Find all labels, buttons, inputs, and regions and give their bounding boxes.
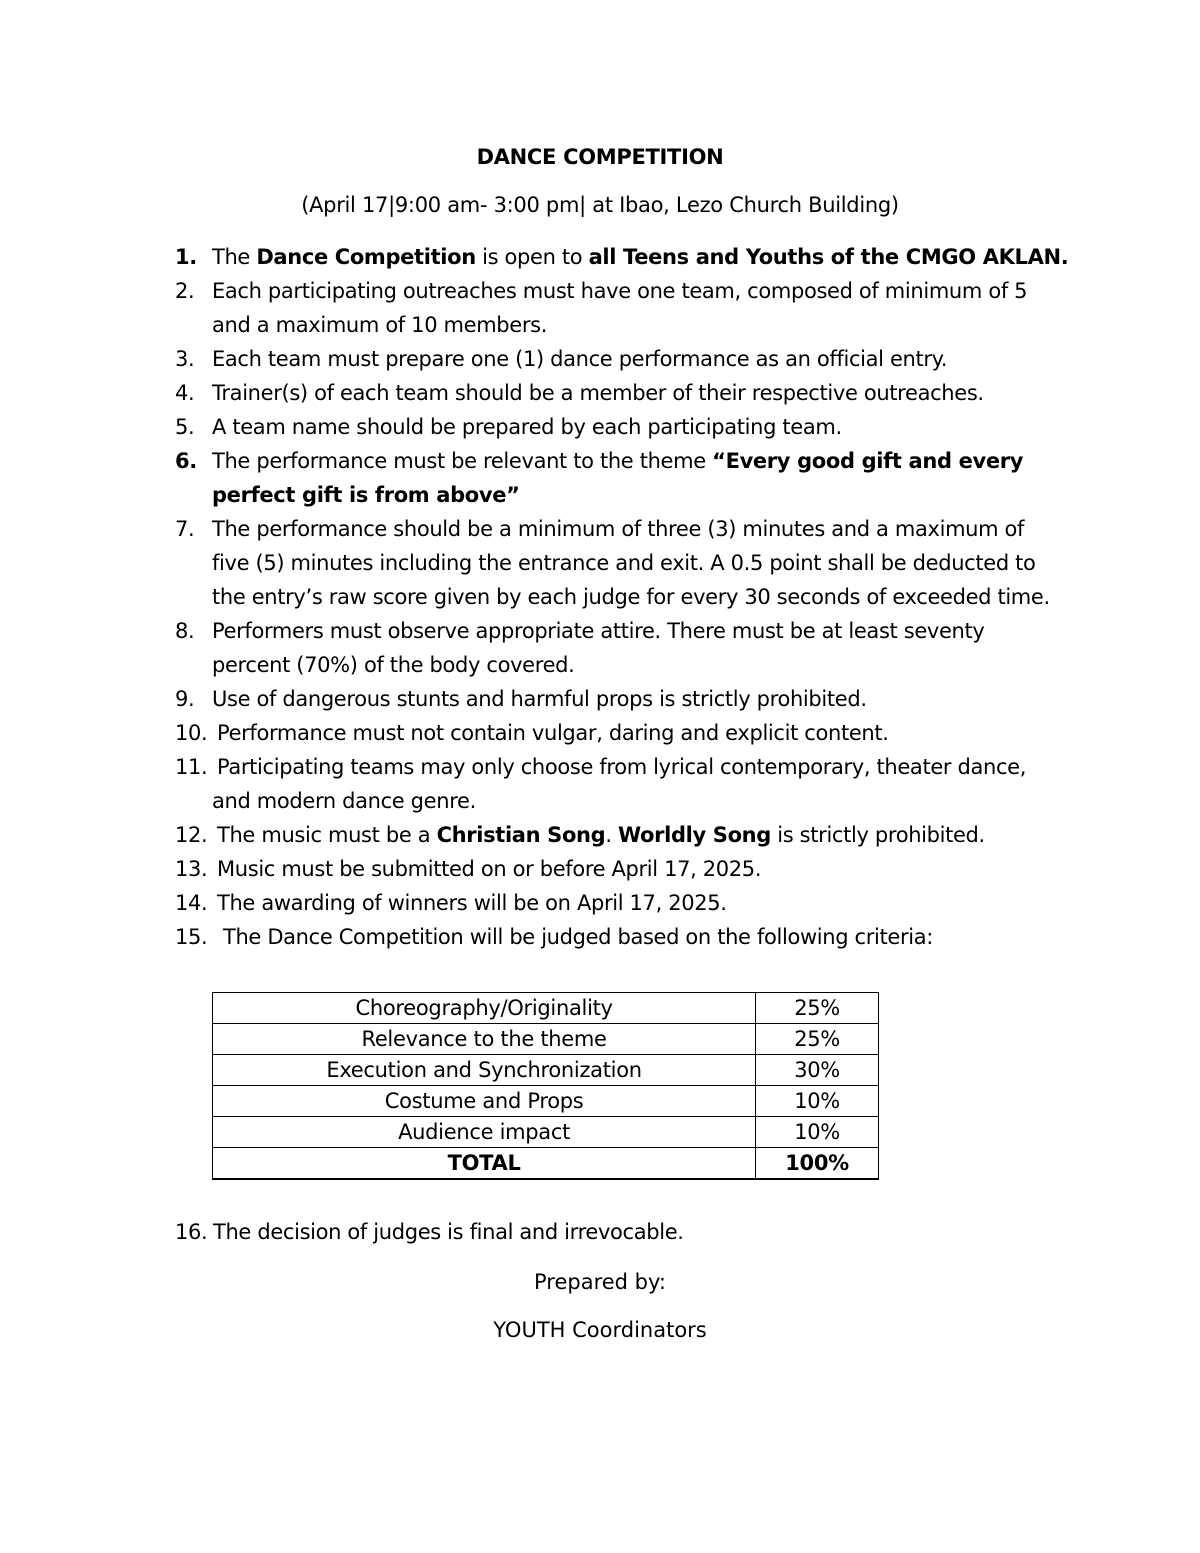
prepared-by-label: Prepared by: <box>534 1270 666 1294</box>
rule-text-part: is open to <box>475 245 589 269</box>
rule-item <box>0 376 1200 410</box>
rule-item <box>175 1220 684 1244</box>
rule-text <box>217 818 985 852</box>
criteria-table <box>212 992 879 1180</box>
rule-number: 3. <box>175 347 195 371</box>
rule-bold-part: “Every good gift and every <box>712 449 1024 473</box>
rule-text: Each team must prepare one (1) dance performance as an official entry. <box>212 347 948 371</box>
rule-text: Participating teams may only choose from lyrical contemporary, theater dance, <box>217 755 1027 779</box>
rule-item <box>0 342 1200 376</box>
criterion-percent: 10% <box>756 1086 879 1117</box>
preparer-name: YOUTH Coordinators <box>493 1318 707 1342</box>
rule-text-part: The performance must be relevant to the theme <box>212 449 713 473</box>
rules-list <box>0 240 1200 954</box>
total-percent: 100% <box>756 1148 879 1180</box>
rule-number: 2. <box>175 279 195 303</box>
rule-text-continued: and modern dance genre. <box>212 789 476 813</box>
rule-text-continued: five (5) minutes including the entrance and exit. A 0.5 point shall be deducted to <box>212 551 1036 575</box>
rule-item <box>0 920 1200 954</box>
total-label: TOTAL <box>213 1148 756 1180</box>
table-row <box>213 1117 879 1148</box>
rule-number: 6. <box>175 449 197 473</box>
rule-text-continued: perfect gift is from above” <box>212 483 520 507</box>
rule-item <box>0 512 1200 614</box>
rule-text <box>212 240 1068 274</box>
event-details: (April 17|9:00 am- 3:00 pm| at Ibao, Lezo Church Building) <box>301 193 899 217</box>
rule-text: Trainer(s) of each team should be a member of their respective outreaches. <box>212 381 984 405</box>
rule-bold-part: Worldly Song <box>617 823 771 847</box>
rule-text: Performance must not contain vulgar, daring and explicit content. <box>217 721 889 745</box>
criterion-name: Execution and Synchronization <box>213 1055 756 1086</box>
rule-text: The performance should be a minimum of three (3) minutes and a maximum of <box>212 517 1025 541</box>
rule-item <box>0 444 1200 512</box>
rule-text-part: . <box>605 823 618 847</box>
rule-number: 16. <box>175 1220 208 1244</box>
criterion-name: Audience impact <box>213 1117 756 1148</box>
rule-bold-part: Christian Song <box>436 823 606 847</box>
rule-number: 15. <box>175 925 208 949</box>
rule-text-continued: the entry’s raw score given by each judge for every 30 seconds of exceeded time. <box>212 585 1050 609</box>
rule-text: Use of dangerous stunts and harmful props is strictly prohibited. <box>212 687 867 711</box>
rule-text: The awarding of winners will be on April 17, 2025. <box>217 891 727 915</box>
rule-number: 12. <box>175 823 208 847</box>
rule-item <box>0 716 1200 750</box>
rule-text-part: The <box>212 245 257 269</box>
rule-item <box>0 614 1200 682</box>
criterion-percent: 25% <box>756 1024 879 1055</box>
rule-bold-part: all Teens and Youths of the CMGO AKLAN. <box>588 245 1069 269</box>
rule-number: 10. <box>175 721 208 745</box>
rule-item <box>0 852 1200 886</box>
total-row <box>213 1148 879 1180</box>
criterion-percent: 10% <box>756 1117 879 1148</box>
rule-number: 1. <box>175 245 197 269</box>
rule-text <box>212 444 1023 478</box>
rule-text-part: is strictly prohibited. <box>770 823 985 847</box>
rule-text-part: The music must be a <box>217 823 437 847</box>
rule-number: 9. <box>175 687 195 711</box>
document-title: DANCE COMPETITION <box>476 145 724 169</box>
rule-item <box>0 750 1200 818</box>
rule-text: The decision of judges is final and irrevocable. <box>213 1220 684 1244</box>
rule-text: Each participating outreaches must have one team, composed of minimum of 5 <box>212 279 1028 303</box>
rule-item <box>0 240 1200 274</box>
criterion-percent: 30% <box>756 1055 879 1086</box>
criterion-name: Costume and Props <box>213 1086 756 1117</box>
rule-number: 14. <box>175 891 208 915</box>
rule-item <box>0 682 1200 716</box>
rule-text: The Dance Competition will be judged based on the following criteria: <box>223 925 933 949</box>
criterion-percent: 25% <box>756 993 879 1024</box>
rule-item <box>0 886 1200 920</box>
rule-text: Music must be submitted on or before April 17, 2025. <box>217 857 762 881</box>
rule-number: 11. <box>175 755 208 779</box>
rule-number: 5. <box>175 415 195 439</box>
table-row <box>213 1086 879 1117</box>
rule-item <box>0 818 1200 852</box>
rule-text: A team name should be prepared by each participating team. <box>212 415 842 439</box>
rule-bold-part: Dance Competition <box>256 245 476 269</box>
rule-item <box>0 410 1200 444</box>
rule-number: 13. <box>175 857 208 881</box>
rule-text-continued: percent (70%) of the body covered. <box>212 653 575 677</box>
table-row <box>213 993 879 1024</box>
criterion-name: Relevance to the theme <box>213 1024 756 1055</box>
rule-number: 7. <box>175 517 195 541</box>
rule-text: Performers must observe appropriate attire. There must be at least seventy <box>212 619 985 643</box>
rule-number: 4. <box>175 381 195 405</box>
table-row <box>213 1055 879 1086</box>
rule-item <box>0 274 1200 342</box>
criterion-name: Choreography/Originality <box>213 993 756 1024</box>
rule-text-continued: and a maximum of 10 members. <box>212 313 548 337</box>
table-row <box>213 1024 879 1055</box>
rule-number: 8. <box>175 619 195 643</box>
